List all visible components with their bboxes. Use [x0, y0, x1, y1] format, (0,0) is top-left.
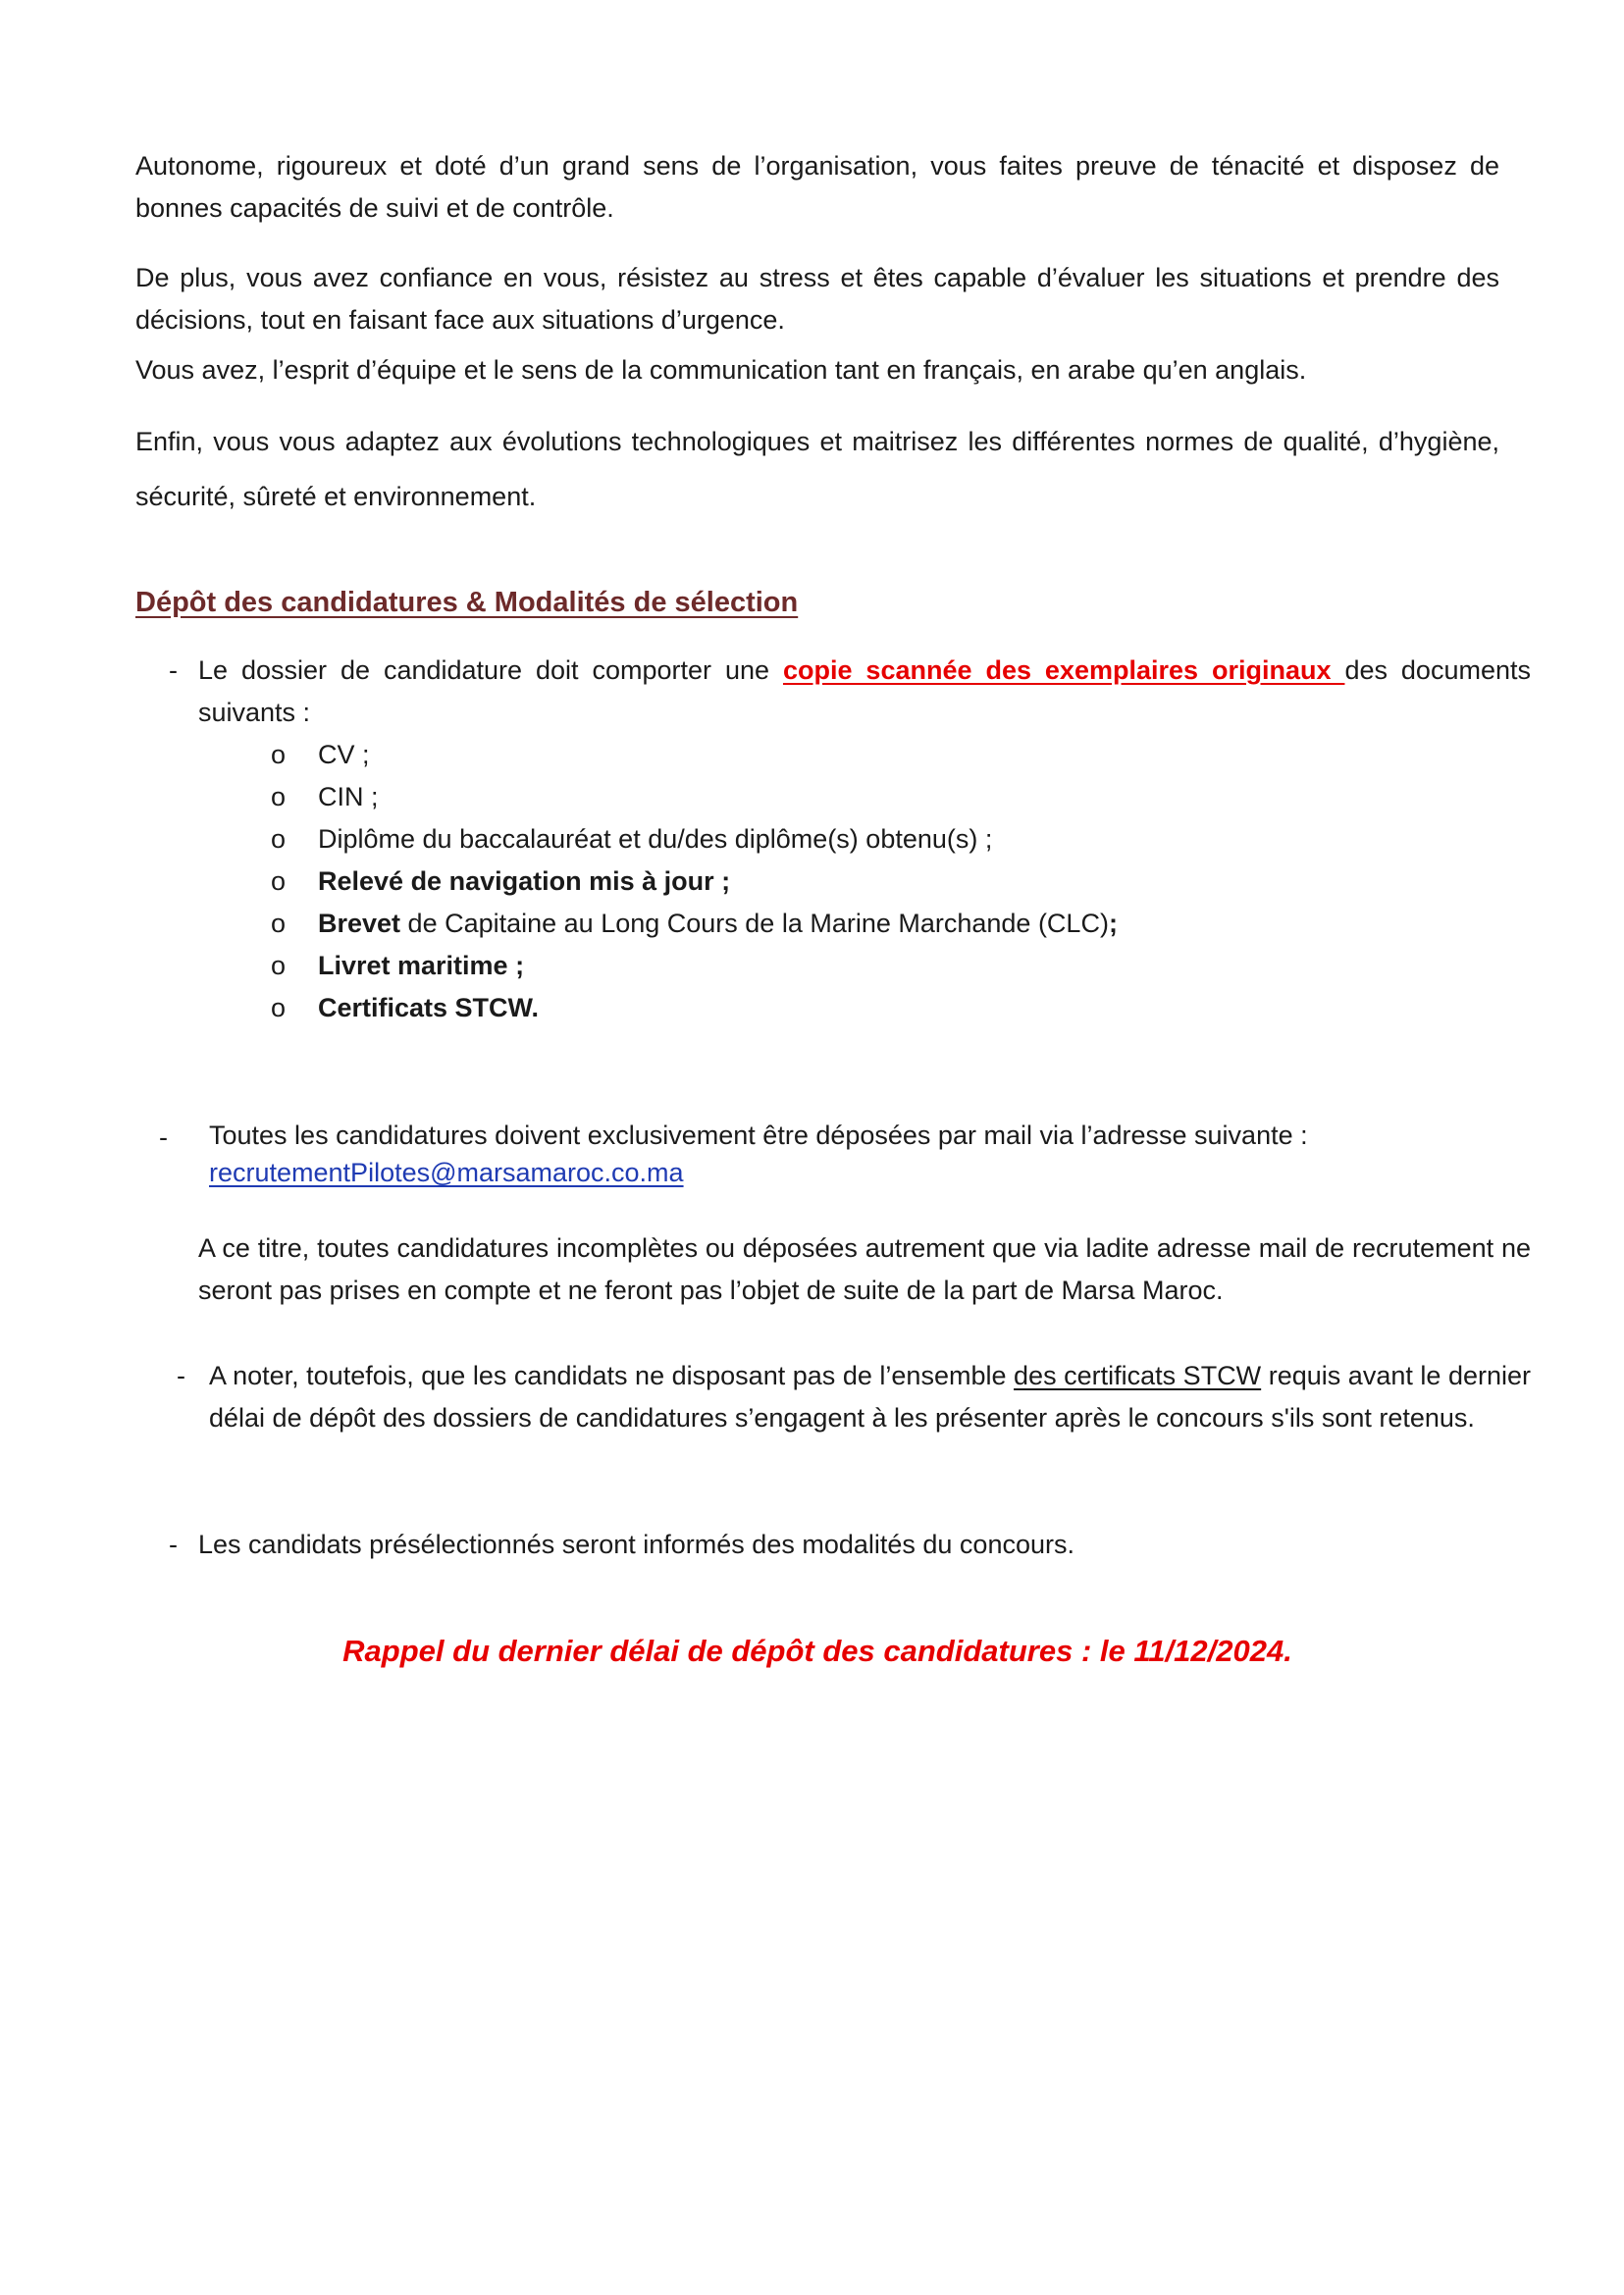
list-dash-4: - [169, 1530, 178, 1559]
stcw-underlined: des certificats STCW [1014, 1361, 1262, 1390]
list-item-preselection: Les candidats présélectionnés seront informés des modalités du concours. [198, 1530, 1074, 1559]
document-item-cin [271, 776, 1448, 818]
intro-paragraph-1: Autonome, rigoureux et doté d’un grand sens de l’organisation, vous faites preuve de ténacité et disposez de bonnes capacités de suivi et de contrôle. [135, 151, 1499, 223]
list-item-dossier [198, 650, 1531, 734]
documents-list [271, 734, 1448, 1029]
list-dash-2: - [159, 1122, 168, 1152]
list-dash-1: - [169, 655, 178, 685]
document-label: Certificats STCW. [318, 993, 540, 1022]
recruitment-email-link[interactable]: recrutementPilotes@marsamaroc.co.ma [209, 1158, 684, 1187]
intro-paragraph-4: Enfin, vous vous adaptez aux évolutions technologiques et maitrisez les différentes normes de qualité, d’hygiène, sécurité, sûreté et environnement. [135, 427, 1499, 511]
document-label: Diplôme du baccalauréat et du/des diplôme(s) obtenu(s) ; [318, 824, 993, 854]
document-label: Livret maritime ; [318, 951, 525, 980]
document-item-releve [271, 861, 1448, 903]
depot-mail-text: Toutes les candidatures doivent exclusivement être déposées par mail via l’adresse suivante : [209, 1121, 1308, 1150]
document-label-tail: ; [1108, 909, 1118, 938]
sub-bullet: o [271, 824, 287, 854]
note-paragraph: A ce titre, toutes candidatures incomplètes ou déposées autrement que via ladite adresse mail de recrutement ne seront pas prises en compte et ne feront pas l’objet de suite de la part de Marsa Maroc. [198, 1233, 1531, 1305]
sub-bullet: o [271, 782, 287, 811]
list-item-depot-mail [209, 1117, 1524, 1191]
document-label: CIN ; [318, 782, 379, 811]
copie-scannee-link[interactable]: copie scannée des exemplaires originaux [782, 655, 1345, 685]
document-label-bold: Brevet [318, 909, 401, 938]
stcw-note-after: requis avant le dernier délai de dépôt des dossiers de candidatures s’engagent à les présenter après le concours s'ils sont retenus. [209, 1361, 1532, 1433]
document-label: CV ; [318, 740, 370, 769]
sub-bullet: o [271, 951, 287, 980]
document-item-brevet [271, 903, 1448, 945]
intro-paragraph-3: Vous avez, l’esprit d’équipe et le sens de la communication tant en français, en arabe qu’en anglais. [135, 355, 1307, 385]
document-label: Relevé de navigation mis à jour ; [318, 866, 731, 896]
document-item-livret [271, 945, 1448, 987]
document-item-diplome [271, 818, 1448, 861]
dossier-text-before: Le dossier de candidature doit comporter une [198, 655, 783, 685]
dossier-text-after: des documents suivants : [198, 655, 1531, 727]
deadline-reminder: Rappel du dernier délai de dépôt des candidatures : le 11/12/2024. [342, 1634, 1292, 1668]
document-label: de Capitaine au Long Cours de la Marine Marchande (CLC) [400, 909, 1109, 938]
list-item-stcw-note [209, 1355, 1531, 1439]
document-item-cv [271, 734, 1448, 776]
stcw-note-before: A noter, toutefois, que les candidats ne disposant pas de l’ensemble [209, 1361, 1015, 1390]
section-heading: Dépôt des candidatures & Modalités de sélection [135, 587, 799, 618]
intro-paragraph-2: De plus, vous avez confiance en vous, résistez au stress et êtes capable d’évaluer les situations et prendre des décisions, tout en faisant face aux situations d’urgence. [135, 263, 1499, 335]
list-dash-3: - [177, 1361, 185, 1390]
sub-bullet: o [271, 740, 287, 769]
document-item-stcw [271, 987, 1448, 1029]
sub-bullet: o [271, 866, 287, 896]
sub-bullet: o [271, 909, 287, 938]
sub-bullet: o [271, 993, 287, 1022]
